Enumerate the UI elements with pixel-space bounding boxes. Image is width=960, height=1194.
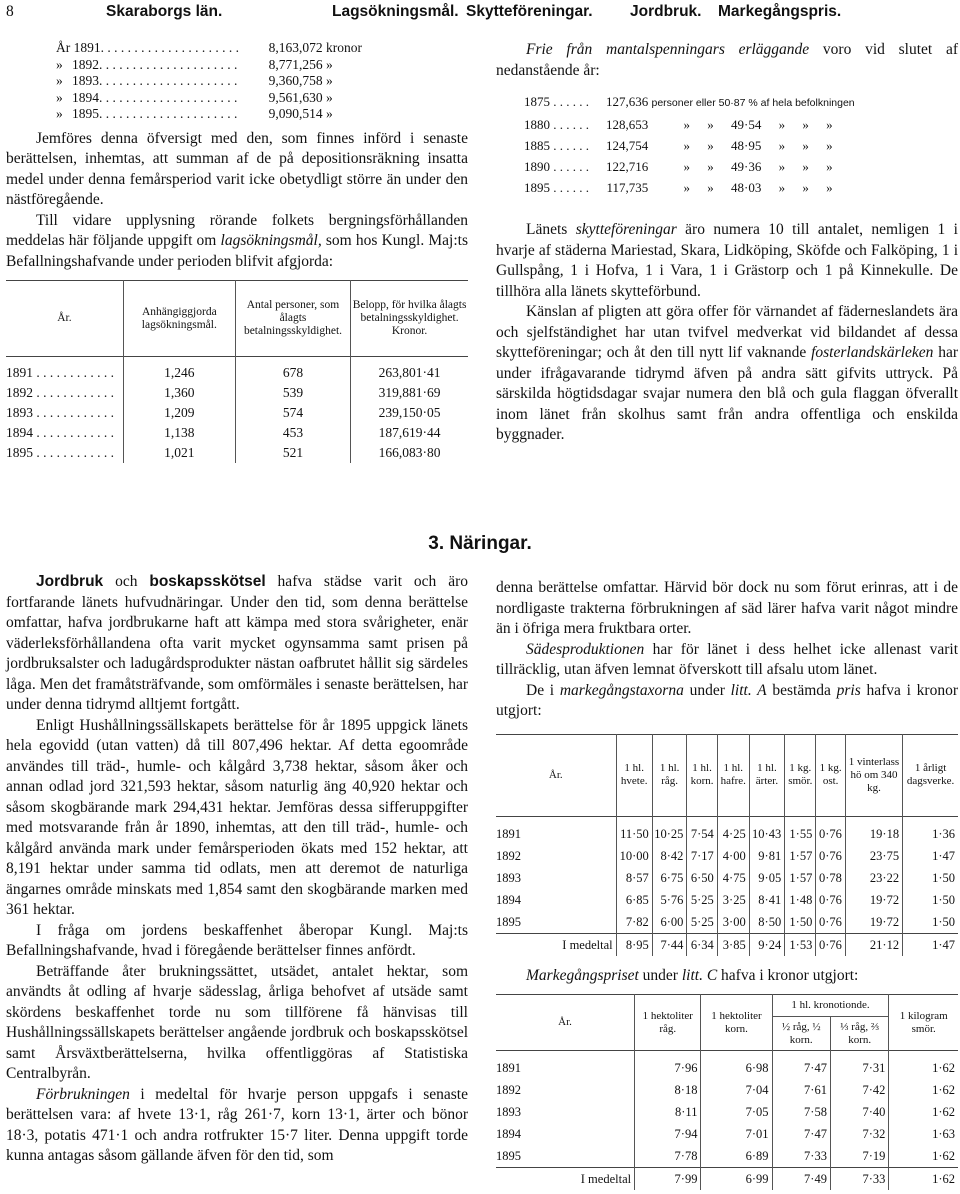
- cell: 1·63: [889, 1123, 958, 1145]
- paragraph-comparison: Jemföres denna öfversigt med den, som finnes införd i senaste berättelsen, inhemtas, att summan af de på depositionsräkning insatta medel under denna femårsperiod varit icke obetydligt större än under den nästföregående.: [6, 129, 468, 208]
- cell: 1·62: [889, 1168, 958, 1191]
- exempt-row: 1890 . . . . . . 122,716 » » 49·36 » » »: [524, 156, 958, 177]
- deposit-year: 1895: [72, 106, 99, 121]
- cell: 1,246: [123, 357, 235, 384]
- cell: 1·36: [903, 816, 958, 845]
- cell: 4·75: [717, 867, 749, 889]
- cell: 7·33: [772, 1145, 830, 1168]
- ditto-mark: »: [56, 73, 63, 88]
- page-number: 8: [6, 3, 14, 20]
- cell: 1·53: [785, 933, 816, 956]
- col-header: 1 hektoliter råg.: [635, 995, 701, 1051]
- cell-text: 1891: [6, 365, 33, 380]
- cell: 7·47: [772, 1051, 830, 1080]
- ditto-mark: »: [56, 106, 63, 121]
- italic-term: fosterlandskärleken: [811, 344, 934, 361]
- exempt-row: 1895 . . . . . . 117,735 » » 48·03 » » »: [524, 177, 958, 198]
- cell-year: 1891 . . . . . . . . . . . .: [6, 365, 114, 380]
- cell: 4·25: [717, 816, 749, 845]
- cell-year: 1894: [496, 1127, 521, 1141]
- cell: 1·62: [889, 1051, 958, 1080]
- exempt-value: 117,735: [606, 180, 649, 195]
- table-row: [496, 889, 958, 911]
- table-row: [496, 1051, 958, 1080]
- cell: 6·00: [652, 911, 687, 934]
- table-row-average: [496, 1168, 958, 1191]
- paragraph-shooting-clubs: [496, 220, 958, 302]
- paragraph-patriotism: [496, 302, 958, 446]
- text-span: voro vid slutet af nedanstående år:: [496, 41, 958, 79]
- cell: 1·57: [785, 845, 816, 867]
- cell: 1·50: [903, 889, 958, 911]
- cell: 3·00: [717, 911, 749, 934]
- cell: 7·96: [635, 1051, 701, 1080]
- deposit-row: [56, 40, 376, 57]
- cell-text: 1892: [6, 385, 33, 400]
- cell: 1·47: [903, 845, 958, 867]
- cell: 10·25: [652, 816, 687, 845]
- ditto-mark: »: [56, 89, 63, 105]
- cell-year: 1891: [496, 826, 521, 841]
- cell: 521: [235, 443, 350, 463]
- cell: 23·75: [845, 845, 902, 867]
- col-header: 1 kg. smör.: [785, 734, 816, 816]
- text-span: Länets: [526, 221, 576, 238]
- table-header-row: [496, 995, 958, 1017]
- italic-term: Frie från mantalspenningars erläggande: [526, 41, 810, 58]
- cell: 1·50: [903, 867, 958, 889]
- exempt-year: 1885: [524, 138, 550, 153]
- cell: 10·00: [616, 845, 652, 867]
- text-span: har under ifrågavarande tidrymd äfven på andra sätt gifvits uttryck. På särskilda högtidsdagar svajar numera den blå och gula flaggan öfverallt inom länet från skolhus samt från andra offentliga och enskilda byggnader.: [496, 344, 958, 443]
- cell: 0·78: [816, 867, 846, 889]
- cell: 1·57: [785, 867, 816, 889]
- cell: 7·17: [687, 845, 717, 867]
- cell: 7·01: [701, 1123, 772, 1145]
- cell-year: 1893: [496, 870, 521, 885]
- paragraph-consumption: [6, 1085, 468, 1167]
- cell: 0·76: [816, 889, 846, 911]
- right-top-column: [496, 40, 958, 446]
- col-header: 1 vinterlass hö om 340 kg.: [845, 734, 902, 816]
- cell: 187,619·44: [351, 423, 468, 443]
- cell: 319,881·69: [351, 383, 468, 403]
- text-span: under: [638, 966, 682, 984]
- left-bottom-column: [6, 572, 468, 1167]
- paragraph-agriculture: [6, 572, 468, 716]
- cell: 7·05: [701, 1101, 772, 1123]
- deposit-unit: »: [326, 106, 333, 121]
- cell: 1·50: [785, 911, 816, 934]
- deposit-unit: »: [326, 56, 333, 72]
- exempt-year: 1895: [524, 180, 550, 195]
- bold-term: boskapsskötsel: [149, 573, 266, 590]
- table-row: [496, 816, 958, 845]
- italic-term: Sädesproduktionen: [526, 640, 645, 658]
- cell-year: 1895: [496, 1149, 521, 1163]
- italic-term: litt. A: [730, 681, 767, 699]
- cell: 19·18: [845, 816, 902, 845]
- text-span: hafva i kronor utgjort:: [717, 966, 859, 984]
- italic-term: Förbrukningen: [36, 1085, 130, 1103]
- cell: 8·41: [749, 889, 785, 911]
- cell: 678: [235, 357, 350, 384]
- cell: 1,021: [123, 443, 235, 463]
- col-header-cases: Anhängiggjorda lagsökningsmål.: [123, 281, 235, 357]
- cell: 0·76: [816, 845, 846, 867]
- italic-term: markegångstaxorna: [559, 681, 684, 699]
- cell: 8·57: [616, 867, 652, 889]
- cell-text: 1895: [6, 445, 33, 460]
- text-span: De i: [526, 681, 560, 699]
- table-row-average: [496, 933, 958, 956]
- deposit-value: 8,163,072: [268, 40, 323, 55]
- cell: 1·48: [785, 889, 816, 911]
- table-row: [496, 1123, 958, 1145]
- cell: 6·75: [652, 867, 687, 889]
- cell-text: 1893: [6, 405, 33, 420]
- cell: 7·58: [772, 1101, 830, 1123]
- cell: 0·76: [816, 933, 846, 956]
- italic-term: Markegångspriset: [526, 966, 639, 984]
- cell-year: 1891: [496, 1061, 521, 1075]
- deposit-year: 1893: [72, 73, 99, 88]
- exempt-year: 1880: [524, 117, 550, 132]
- deposit-unit: »: [326, 73, 333, 88]
- exempt-year: 1890: [524, 159, 550, 174]
- right-bottom-column: [496, 578, 958, 1190]
- page-header: [6, 2, 954, 24]
- deposit-row: [56, 106, 376, 123]
- cell: 7·04: [701, 1079, 772, 1101]
- cell: 7·40: [830, 1101, 888, 1123]
- cell-label: I medeltal: [580, 1172, 632, 1186]
- running-title-topic-2: Skytteföreningar.: [466, 3, 593, 20]
- exempt-rest: » » 48·03 » » »: [683, 180, 833, 195]
- cell: 1·62: [889, 1145, 958, 1168]
- cell-year: 1894: [496, 892, 521, 907]
- cell: 539: [235, 383, 350, 403]
- col-header: År.: [558, 1016, 572, 1028]
- cell-year: 1893 . . . . . . . . . . . .: [6, 405, 114, 420]
- cell: 1,360: [123, 383, 235, 403]
- cell: 1·55: [785, 816, 816, 845]
- deposit-year: 1894: [72, 89, 99, 105]
- cell: 166,083·80: [351, 443, 468, 463]
- col-header-year: År.: [57, 312, 72, 324]
- col-header: År.: [548, 768, 563, 781]
- cell-year: 1893: [496, 1105, 521, 1119]
- cell: 5·25: [687, 911, 717, 934]
- col-header: ½ råg, ½ korn.: [772, 1017, 830, 1051]
- cell: 6·85: [616, 889, 652, 911]
- cell-year: 1895: [496, 914, 521, 929]
- bold-term: Jordbruk: [36, 573, 104, 590]
- lag-table: [6, 280, 468, 463]
- cell-year: 1895 . . . . . . . . . . . .: [6, 445, 114, 460]
- col-header: 1 hl. korn.: [687, 734, 717, 816]
- cell: 8·50: [749, 911, 785, 934]
- text-span: och: [103, 573, 150, 590]
- table-row: [496, 1101, 958, 1123]
- cell: 263,801·41: [351, 357, 468, 384]
- cell: 7·19: [830, 1145, 888, 1168]
- left-top-column: [6, 40, 468, 463]
- col-header-group: 1 hl. kronotionde.: [772, 995, 889, 1017]
- cell: 11·50: [616, 816, 652, 845]
- cell: 7·99: [635, 1168, 701, 1191]
- cell: 8·18: [635, 1079, 701, 1101]
- text-span: hafva i kronor utgjort:: [496, 681, 958, 719]
- col-header: 1 hektoliter korn.: [701, 995, 772, 1051]
- price-table-c: [496, 994, 958, 1190]
- cell: 5·76: [652, 889, 687, 911]
- cell-label: I medeltal: [562, 937, 613, 952]
- deposit-value: 9,090,514: [268, 106, 323, 121]
- cell-year: 1894 . . . . . . . . . . . .: [6, 425, 114, 440]
- deposit-year: 1892: [72, 56, 99, 72]
- running-title-topic-3: Jordbruk.: [630, 3, 702, 20]
- cell: 574: [235, 403, 350, 423]
- text-span: bestämda: [766, 681, 837, 699]
- cell-year: 1892: [496, 1083, 521, 1097]
- text-span: i medeltal för hvarje person uppgafs i senaste berättelsen vara: af hvete 13·1, råg 261·7, korn 13·1, ärter och bönor 18·3, potatis 471·1 och andra rotfrukter 15·7 liter. Denna uppgift torde kunna antagas såsom gällande äfven för den tid, som: [6, 1085, 468, 1164]
- paragraph-exempt-intro: [496, 40, 958, 81]
- running-title-topic-1: Lagsökningsmål.: [332, 3, 459, 20]
- deposit-year: 1891: [73, 40, 101, 55]
- cell: 7·47: [772, 1123, 830, 1145]
- cell: 4·00: [717, 845, 749, 867]
- cell: 9·05: [749, 867, 785, 889]
- cell: 23·22: [845, 867, 902, 889]
- text-span: har för länet i dess helhet icke allenast varit tillräcklig, utan äfven lemnat öfverskott till afsalu utom länet.: [496, 640, 958, 678]
- table-header-row: [6, 281, 468, 357]
- cell: 239,150·05: [351, 403, 468, 423]
- cell-year: 1892 . . . . . . . . . . . .: [6, 385, 114, 400]
- table-row: [496, 845, 958, 867]
- cell: 8·11: [635, 1101, 701, 1123]
- table-row: [6, 443, 468, 463]
- cell: 1·62: [889, 1101, 958, 1123]
- col-header: 1 hl. hafre.: [717, 734, 749, 816]
- paragraph-farming: Beträffande åter brukningssättet, utsädet, antalet hektar, som användts åt odling af hvarje sädesslag, årliga behofvet af utsäde samt skördens beskaffenhet torde nu som tillförene få hänvisas till Hushållningssällskapets berättelser angående jordbruk och boskapsskötsel samt Årsväxtberättelserna, hvilka offentliggöras af Statistiska Centralbyrån.: [6, 962, 468, 1082]
- deposit-value: 9,561,630: [268, 89, 323, 105]
- exempt-rest: » » 49·54 » » »: [683, 117, 833, 132]
- col-header: 1 hl. råg.: [652, 734, 687, 816]
- deposit-row: [56, 90, 376, 107]
- exempt-rest: personer eller 50·87 % af hela befolkningen: [651, 97, 855, 109]
- ditto-mark: »: [56, 56, 63, 72]
- exempt-value: 128,653: [606, 117, 649, 132]
- cell: 0·76: [816, 911, 846, 934]
- cell: 1,138: [123, 423, 235, 443]
- cell: 21·12: [845, 933, 902, 956]
- section-title: 3. Näringar.: [428, 533, 532, 554]
- deposit-row: [56, 57, 376, 74]
- deposit-row: [56, 73, 376, 90]
- cell: 7·32: [830, 1123, 888, 1145]
- cell: 7·61: [772, 1079, 830, 1101]
- text-span: under: [683, 681, 731, 699]
- cell: 10·43: [749, 816, 785, 845]
- text-span: Känslan af pligten att göra offer för värnandet af fäderneslandets ära och sjelfständighet har utan tvifvel medverkat vid bildandet af dessa skytteföreningar; och åt den till nytt lif vaknande: [496, 303, 958, 361]
- exempt-value: 122,716: [606, 159, 649, 174]
- exempt-rest: » » 49·36 » » »: [683, 159, 833, 174]
- table-row: [6, 403, 468, 423]
- table-row: [496, 1145, 958, 1168]
- col-header: 1 hl. ärter.: [749, 734, 785, 816]
- col-header: 1 hl. hvete.: [616, 734, 652, 816]
- paragraph-prices-c: [496, 966, 958, 987]
- deposit-value: 9,360,758: [268, 73, 323, 88]
- cell: 7·42: [830, 1079, 888, 1101]
- exempt-row: 1875 . . . . . . 127,636 personer eller 50·87 % af hela befolkningen: [524, 91, 958, 114]
- cell: 1·50: [903, 911, 958, 934]
- italic-term: pris: [836, 681, 861, 699]
- deposit-unit: »: [326, 89, 333, 105]
- exempt-value: 124,754: [606, 138, 649, 153]
- cell: 6·99: [701, 1168, 772, 1191]
- exempt-rest: » » 48·95 » » »: [683, 138, 833, 153]
- table-row: [496, 1079, 958, 1101]
- table-row: [6, 383, 468, 403]
- cell: 8·42: [652, 845, 687, 867]
- table-header-row: [496, 734, 958, 816]
- cell: 1,209: [123, 403, 235, 423]
- cell: 3·85: [717, 933, 749, 956]
- cell: 7·94: [635, 1123, 701, 1145]
- cell: 8·95: [616, 933, 652, 956]
- italic-term: skytteföreningar: [575, 221, 677, 238]
- cell: 6·50: [687, 867, 717, 889]
- cell: 7·54: [687, 816, 717, 845]
- col-header: ⅓ råg, ⅔ korn.: [830, 1017, 888, 1051]
- running-title-county: Skaraborgs län.: [106, 3, 223, 20]
- text-span: äro numera 10 till antalet, nemligen 1 i hvarje af städerna Mariestad, Skara, Lidköping, Sköfde och Falköping, 1 i Gullspång, 1 i Hofva, 1 i Vara, 1 i Grästorp och 1 på Kinnekulle. De tillhöra alla länets skytteförbund.: [496, 221, 958, 300]
- exempt-row: 1885 . . . . . . 124,754 » » 48·95 » » »: [524, 135, 958, 156]
- running-title-topic-4: Markegångspris.: [718, 3, 842, 20]
- deposit-value: 8,771,256: [268, 56, 323, 72]
- text-span: som hos Kungl. Maj:ts Befallningshafvande under perioden blifvit afgjorda:: [6, 232, 468, 270]
- cell: 9·81: [749, 845, 785, 867]
- cell: 6·98: [701, 1051, 772, 1080]
- table-row: [496, 911, 958, 934]
- cell: 19·72: [845, 911, 902, 934]
- text-span: hafva städse varit och äro fortfarande länets hufvudnäringar. Under den tid, som denna berättelse omfattar, hafva jordbrukarne haft att kämpa med stora svårigheter, enär väderleksförhållandena ofta varit mycket ogynsamma samt prisen på jordbruksalster och ladugårdsprodukter nästan oafbrutet hållit sig särdeles låga. Men det framåtsträfvande, som omförmäles i senaste berättelsen, har under denna tidrymd alltjemt fortgått.: [6, 573, 468, 713]
- table-row: [496, 867, 958, 889]
- paragraph-grain-production: [496, 640, 958, 681]
- col-header-persons: Antal personer, som ålagts betalningsskyldighet.: [235, 281, 350, 357]
- exempt-list: [496, 91, 958, 198]
- cell: 6·89: [701, 1145, 772, 1168]
- cell: 7·31: [830, 1051, 888, 1080]
- cell-year: 1892: [496, 848, 521, 863]
- table-row: [6, 357, 468, 384]
- cell: 453: [235, 423, 350, 443]
- paragraph-soil: I fråga om jordens beskaffenhet åberopar Kungl. Maj:ts Befallningshafvande, hvad i föregående berättelser finnes anfördt.: [6, 921, 468, 959]
- table-row: [6, 423, 468, 443]
- cell: 7·78: [635, 1145, 701, 1168]
- col-header-amount: Belopp, för hvilka ålagts betalningsskyldighet. Kronor.: [351, 281, 468, 357]
- cell: 7·33: [830, 1168, 888, 1191]
- deposit-list: [6, 40, 376, 123]
- exempt-year: 1875: [524, 94, 550, 109]
- deposit-unit: kronor: [326, 40, 362, 55]
- cell: 0·76: [816, 816, 846, 845]
- cell: 1·62: [889, 1079, 958, 1101]
- cell: 7·44: [652, 933, 687, 956]
- text-span: Till vidare upplysning rörande folkets bergningsförhållanden meddelas här följande uppgift om: [6, 211, 468, 249]
- paragraph-prices-a: [496, 681, 958, 722]
- cell: 6·34: [687, 933, 717, 956]
- exempt-value: 127,636: [606, 94, 649, 109]
- paragraph-consumption-cont: denna berättelse omfattar. Härvid bör dock nu som förut erinras, att i de nordligaste trakterna förbrukningen af säd lärer hafva varit något mindre än i öfriga mera fruktbara orter.: [496, 579, 958, 637]
- col-header: 1 årligt dagsverke.: [903, 734, 958, 816]
- exempt-row: 1880 . . . . . . 128,653 » » 49·54 » » »: [524, 114, 958, 135]
- cell: 1·47: [903, 933, 958, 956]
- col-header: 1 kg. ost.: [816, 734, 846, 816]
- cell: 7·82: [616, 911, 652, 934]
- cell: 7·49: [772, 1168, 830, 1191]
- year-label: År: [56, 40, 71, 55]
- italic-term: litt. C: [681, 966, 718, 984]
- col-header: 1 kilogram smör.: [889, 995, 958, 1051]
- cell: 5·25: [687, 889, 717, 911]
- paragraph-lag-intro: [6, 211, 468, 273]
- cell: 19·72: [845, 889, 902, 911]
- cell: 9·24: [749, 933, 785, 956]
- cell-text: 1894: [6, 425, 33, 440]
- paragraph-land-area: Enligt Hushållningssällskapets berättelse för år 1895 uppgick länets hela egovidd (utan vatten) då till 807,496 hektar. Af detta egoområde användes till träd-, humle- och kålgård 3,738 hektar, såsom åker och annan odlad jord 321,593 hektar, såsom naturlig äng 40,920 hektar och såsom skogbärande mark 294,431 hektar. Jemföras dessa sifferuppgifter med motsvarande från år 1890, inhemtas, att den till träd-, humle- och kålgård använda mark under femårsperioden ökats med 152 hektar, att 8,191 hektar under samma tid odlats, men att deremot de naturliga ängarnes område minskats med 1,854 samt den skogbärande marken med 361 hektar.: [6, 716, 468, 918]
- italic-term: lagsökningsmål,: [220, 232, 322, 249]
- cell: 3·25: [717, 889, 749, 911]
- price-table-a: [496, 734, 958, 956]
